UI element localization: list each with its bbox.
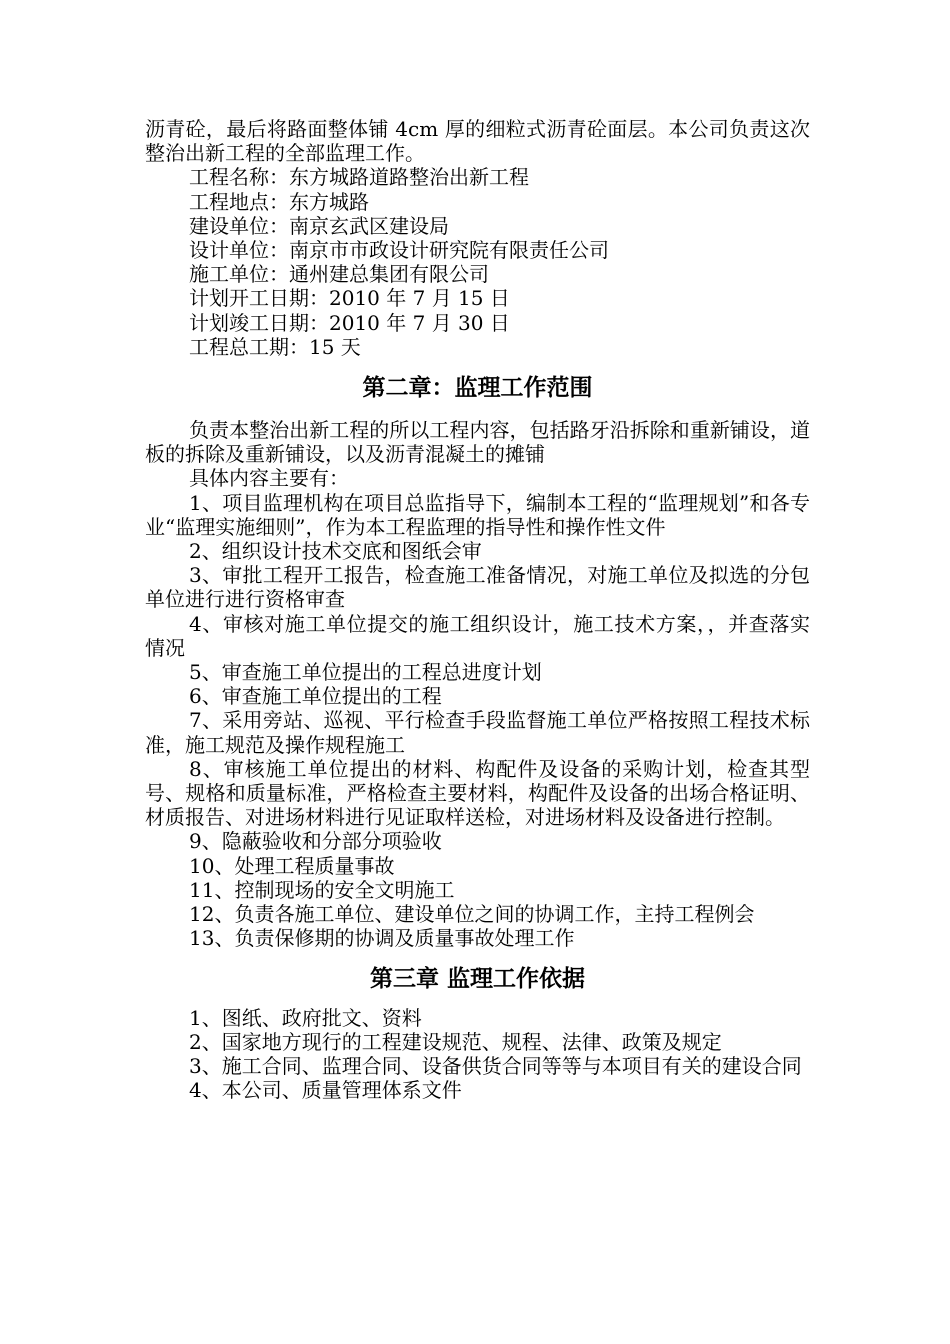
- list-item: 3、审批工程开工报告，检查施工准备情况，对施工单位及拟选的分包单位进行进行资格审查: [145, 563, 810, 612]
- construction-owner: 建设单位：南京玄武区建设局: [189, 213, 449, 238]
- chapter-3-body: [145, 1006, 810, 1103]
- chapter-3-heading: 第三章 监理工作依据: [369, 964, 585, 992]
- list-item: 3、施工合同、监理合同、设备供货合同等等与本项目有关的建设合同: [189, 1053, 802, 1078]
- list-item: 13、负责保修期的协调及质量事故处理工作: [189, 926, 575, 951]
- contractor-unit: 施工单位：通州建总集团有限公司: [189, 262, 489, 287]
- project-location: 工程地点：东方城路: [189, 189, 369, 214]
- list-item: 8、审核施工单位提出的材料、构配件及设备的采购计划，检查其型号、规格和质量标准，严格检查主要材料，构配件及设备的出场合格证明、材质报告、对进场材料进行见证取样送检，对进场材料及设备进行控制。: [145, 756, 810, 830]
- list-item: 10、处理工程质量事故: [189, 853, 395, 878]
- list-item: 4、本公司、质量管理体系文件: [189, 1078, 462, 1103]
- intro-continuation: 沥青砼，最后将路面整体铺 4cm 厚的细粒式沥青砼面层。本公司负责这次整治出新工程的全部监理工作。: [145, 117, 810, 166]
- paragraph: 负责本整治出新工程的所以工程内容，包括路牙沿拆除和重新铺设，道板的拆除及重新铺设，以及沥青混凝土的摊铺: [145, 418, 810, 467]
- design-unit: 设计单位：南京市市政设计研究院有限责任公司: [189, 238, 609, 263]
- list-item: 5、审查施工单位提出的工程总进度计划: [189, 660, 542, 685]
- list-item: 7、采用旁站、巡视、平行检查手段监督施工单位严格按照工程技术标准，施工规范及操作规程施工: [145, 708, 810, 757]
- total-duration: 工程总工期：15 天: [189, 334, 361, 359]
- list-item: 1、项目监理机构在项目总监指导下，编制本工程的“监理规划”和各专业“监理实施细则”，作为本工程监理的指导性和操作性文件: [145, 490, 810, 539]
- planned-completion-date: 计划竣工日期：2010 年 7 月 30 日: [189, 310, 510, 335]
- chapter-2-heading: 第二章：监理工作范围: [362, 374, 593, 402]
- project-name: 工程名称：东方城路道路整治出新工程: [189, 165, 529, 190]
- project-info-list: [145, 165, 810, 359]
- list-item: 2、国家地方现行的工程建设规范、规程、法律、政策及规定: [189, 1029, 722, 1054]
- list-item: 6、审查施工单位提出的工程: [189, 684, 442, 709]
- list-item: 12、负责各施工单位、建设单位之间的协调工作，主持工程例会: [189, 902, 755, 927]
- chapter-2-body: [145, 418, 810, 950]
- list-item: 4、审核对施工单位提交的施工组织设计，施工技术方案，，并查落实情况: [145, 611, 810, 660]
- list-item: 11、控制现场的安全文明施工: [189, 877, 455, 902]
- planned-start-date: 计划开工日期：2010 年 7 月 15 日: [189, 286, 510, 311]
- list-item: 1、图纸、政府批文、资料: [189, 1005, 422, 1030]
- list-item: 2、组织设计技术交底和图纸会审: [189, 539, 482, 564]
- list-item: 9、隐蔽验收和分部分项验收: [189, 829, 442, 854]
- paragraph: 具体内容主要有：: [189, 466, 349, 491]
- document-body: [145, 117, 810, 1102]
